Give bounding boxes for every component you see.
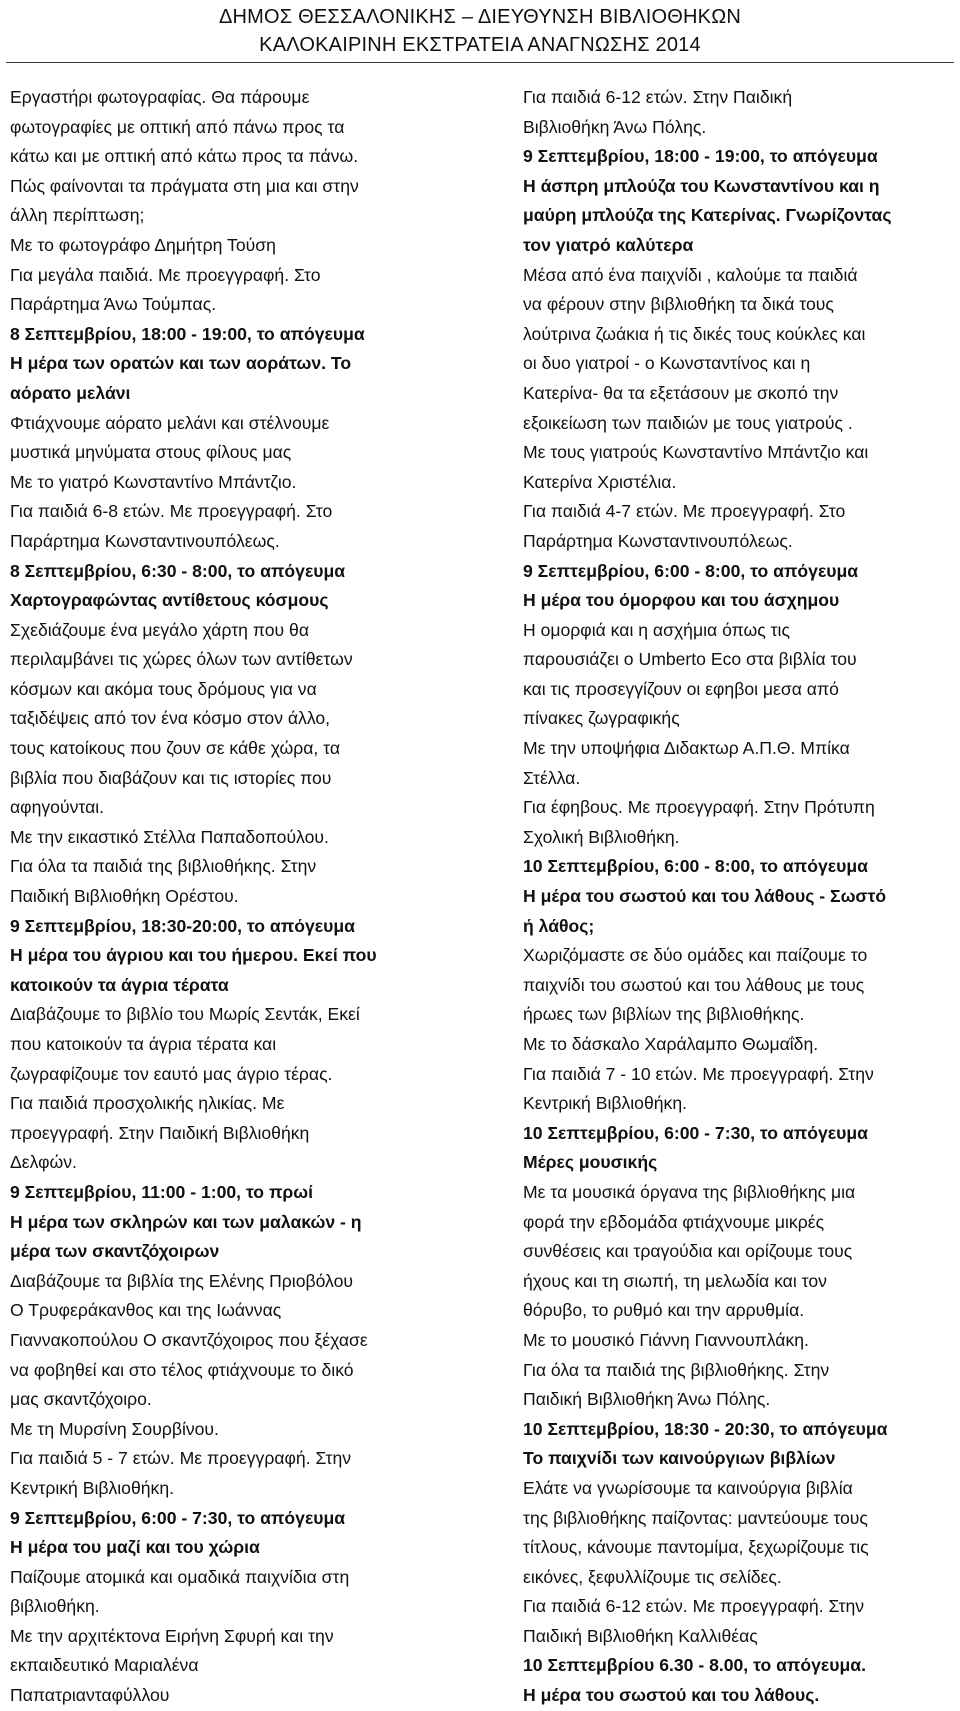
- text-line: τίτλους, κάνουμε παντομίμα, ξεχωρίζουμε τις: [523, 1537, 869, 1558]
- event-heading-line: 9 Σεπτεμβρίου, 6:00 - 7:30, το απόγευμα: [10, 1507, 346, 1528]
- text-line: και τις προσεγγίζουν οι εφηβοι μεσα από: [523, 678, 839, 699]
- text-line: Για παιδιά 6-12 ετών. Με προεγγραφή. Στην: [523, 1596, 865, 1617]
- text-line: ταξιδέψεις από τον ένα κόσμο στον άλλο,: [10, 708, 331, 729]
- text-line: κόσμων και ακόμα τους δρόμους για να: [10, 678, 317, 699]
- text-line: βιβλιοθήκη.: [10, 1596, 100, 1617]
- event-heading-line: Η μέρα του σωστού και του λάθους.: [523, 1685, 820, 1706]
- text-line: Γιαννακοπούλου Ο σκαντζόχοιρος που ξέχασε: [10, 1329, 368, 1350]
- text-line: Ελάτε να γνωρίσουμε τα καινούργια βιβλία: [523, 1477, 853, 1498]
- text-line: Παιδική Βιβλιοθήκη Άνω Πόλης.: [523, 1389, 771, 1410]
- text-line: βιβλία που διαβάζουν και τις ιστορίες που: [10, 767, 332, 788]
- text-line: περιλαμβάνει τις χώρες όλων των αντίθετων: [10, 649, 353, 670]
- event-heading-line: 10 Σεπτεμβρίου 6.30 - 8.00, το απόγευμα.: [523, 1655, 866, 1676]
- text-line: Για παιδιά προσχολικής ηλικίας. Με: [10, 1093, 285, 1114]
- text-line: Με το φωτογράφο Δημήτρη Τούση: [10, 234, 276, 255]
- text-line: Με το γιατρό Κωνσταντίνο Μπάντζιο.: [10, 471, 297, 492]
- text-line: Μέσα από ένα παιχνίδι , καλούμε τα παιδιά: [523, 264, 858, 285]
- event-heading-line: 8 Σεπτεμβρίου, 18:00 - 19:00, το απόγευμα: [10, 323, 365, 344]
- event-heading-line: Μέρες μουσικής: [523, 1152, 658, 1173]
- text-line: ήρωες των βιβλίων της βιβλιοθήκης.: [523, 1004, 805, 1025]
- text-line: Με το μουσικό Γιάννη Γιαννουπλάκη.: [523, 1329, 809, 1350]
- document-header: [0, 0, 960, 59]
- text-line: Για παιδιά 7 - 10 ετών. Με προεγγραφή. Στην: [523, 1063, 874, 1084]
- text-line: Παράρτημα Κωνσταντινουπόλεως.: [523, 530, 793, 551]
- text-line: πίνακες ζωγραφικής: [523, 708, 680, 729]
- text-line: εικόνες, ξεφυλλίζουμε τις σελίδες.: [523, 1566, 782, 1587]
- event-heading-line: μαύρη μπλούζα της Κατερίνας. Γνωρίζοντας: [523, 205, 892, 226]
- text-line: Για όλα τα παιδιά της βιβλιοθήκης. Στην: [523, 1359, 830, 1380]
- event-heading-line: Η άσπρη μπλούζα του Κωνσταντίνου και η: [523, 175, 880, 196]
- text-line: Σχεδιάζουμε ένα μεγάλο χάρτη που θα: [10, 619, 309, 640]
- text-line: αφηγούνται.: [10, 797, 105, 818]
- text-line: Με την αρχιτέκτονα Ειρήνη Σφυρή και την: [10, 1625, 334, 1646]
- text-line: Για παιδιά 5 - 7 ετών. Με προεγγραφή. Στην: [10, 1448, 352, 1469]
- text-line: Πώς φαίνονται τα πράγματα στη μια και στην: [10, 175, 359, 196]
- text-line: θόρυβο, το ρυθμό και την αρρυθμία.: [523, 1300, 805, 1321]
- text-line: Διαβάζουμε το βιβλίο του Μωρίς Σεντάκ, Εκεί: [10, 1004, 360, 1025]
- text-line: συνθέσεις και τραγούδια και ορίζουμε τους: [523, 1241, 853, 1262]
- event-heading-line: αόρατο μελάνι: [10, 382, 131, 403]
- text-line: που κατοικούν τα άγρια τέρατα και: [10, 1034, 277, 1054]
- text-line: Με τα μουσικά όργανα της βιβλιοθήκης μια: [523, 1181, 856, 1202]
- event-heading-line: Η μέρα των ορατών και των αοράτων. Το: [10, 353, 352, 374]
- text-line: Με τη Μυρσίνη Σουρβίνου.: [10, 1418, 219, 1439]
- event-heading-line: Η μέρα του μαζί και του χώρια: [10, 1537, 260, 1558]
- text-line: τους κατοίκους που ζουν σε κάθε χώρα, τα: [10, 738, 341, 759]
- text-line: Για παιδιά 6-12 ετών. Στην Παιδική: [523, 87, 793, 107]
- text-line: της βιβλιοθήκης παίζοντας: μαντεύουμε τους: [523, 1507, 868, 1528]
- event-heading-line: ή λάθος;: [523, 915, 595, 936]
- header-subtitle: ΚΑΛΟΚΑΙΡΙΝΗ ΕΚΣΤΡΑΤΕΙΑ ΑΝΑΓΝΩΣΗΣ 2014: [259, 34, 701, 56]
- text-line: εξοικείωση των παιδιών με τους γιατρούς .: [523, 412, 853, 433]
- event-heading-line: 9 Σεπτεμβρίου, 18:00 - 19:00, το απόγευμα: [523, 146, 878, 167]
- text-line: Σχολική Βιβλιοθήκη.: [523, 826, 680, 847]
- text-line: οι δυο γιατροί - ο Κωνσταντίνος και η: [523, 353, 811, 374]
- event-heading-line: Η μέρα του άγριου και του ήμερου. Εκεί που: [10, 945, 377, 966]
- text-line: Για έφηβους. Με προεγγραφή. Στην Πρότυπη: [523, 797, 875, 818]
- text-line: λούτρινα ζωάκια ή τις δικές τους κούκλες και: [523, 323, 866, 344]
- text-line: Με το δάσκαλο Χαράλαμπο Θωμαΐδη.: [523, 1034, 819, 1054]
- text-line: Με την υποψήφια Διδακτωρ Α.Π.Θ. Μπίκα: [523, 738, 850, 759]
- text-line: Με την εικαστικό Στέλλα Παπαδοπούλου.: [10, 826, 329, 847]
- event-heading-line: 9 Σεπτεμβρίου, 18:30-20:00, το απόγευμα: [10, 915, 355, 936]
- event-heading-line: τον γιατρό καλύτερα: [523, 234, 694, 255]
- text-line: Ο Τρυφεράκανθος και της Ιωάννας: [10, 1300, 282, 1321]
- right-column: [523, 83, 953, 1711]
- text-line: Παράρτημα Κωνσταντινουπόλεως.: [10, 530, 280, 551]
- event-heading-line: 8 Σεπτεμβρίου, 6:30 - 8:00, το απόγευμα: [10, 560, 346, 581]
- text-line: ήχους και τη σιωπή, τη μελωδία και τον: [523, 1270, 827, 1291]
- event-heading-line: Η μέρα του σωστού και του λάθους - Σωστό: [523, 886, 887, 907]
- text-line: φορά την εβδομάδα φτιάχνουμε μικρές: [523, 1211, 825, 1232]
- text-line: εκπαιδευτικό Μαριαλένα: [10, 1655, 199, 1676]
- text-line: άλλη περίπτωση;: [10, 205, 145, 226]
- event-heading-line: 10 Σεπτεμβρίου, 18:30 - 20:30, το απόγευμα: [523, 1418, 888, 1439]
- text-line: παρουσιάζει ο Umberto Eco στα βιβλία του: [523, 649, 857, 670]
- text-line: Παιδική Βιβλιοθήκη Ορέστου.: [10, 886, 239, 907]
- text-line: προεγγραφή. Στην Παιδική Βιβλιοθήκη: [10, 1122, 310, 1143]
- text-line: Εργαστήρι φωτογραφίας. Θα πάρουμε: [10, 87, 310, 107]
- event-heading-line: Η μέρα του όμορφου και του άσχημου: [523, 590, 840, 611]
- text-line: Χωριζόμαστε σε δύο ομάδες και παίζουμε το: [523, 945, 868, 966]
- text-line: Κατερίνα Χριστέλια.: [523, 471, 677, 492]
- header-divider: [6, 62, 954, 63]
- text-line: Κεντρική Βιβλιοθήκη.: [523, 1093, 688, 1114]
- text-line: Για παιδιά 6-8 ετών. Με προεγγραφή. Στο: [10, 501, 333, 522]
- text-line: Για παιδιά 4-7 ετών. Με προεγγραφή. Στο: [523, 501, 846, 522]
- text-line: Παπατριανταφύλλου: [10, 1685, 170, 1706]
- text-line: Φτιάχνουμε αόρατο μελάνι και στέλνουμε: [10, 412, 330, 433]
- event-heading-line: 10 Σεπτεμβρίου, 6:00 - 8:00, το απόγευμα: [523, 856, 868, 877]
- text-line: παιχνίδι του σωστού και του λάθους με τους: [523, 974, 865, 995]
- text-line: Για μεγάλα παιδιά. Με προεγγραφή. Στο: [10, 264, 321, 285]
- event-heading-line: Χαρτογραφώντας αντίθετους κόσμους: [10, 590, 329, 611]
- event-heading-line: 9 Σεπτεμβρίου, 11:00 - 1:00, το πρωί: [10, 1181, 314, 1202]
- event-heading-line: 9 Σεπτεμβρίου, 6:00 - 8:00, το απόγευμα: [523, 560, 859, 581]
- text-line: Βιβλιοθήκη Άνω Πόλης.: [523, 116, 707, 137]
- text-line: Κατερίνα- θα τα εξετάσουν με σκοπό την: [523, 382, 839, 403]
- text-line: μας σκαντζόχοιρο.: [10, 1389, 152, 1410]
- text-line: Η ομορφιά και η ασχήμια όπως τις: [523, 619, 790, 640]
- event-heading-line: Το παιχνίδι των καινούργιων βιβλίων: [523, 1448, 836, 1469]
- text-line: Διαβάζουμε τα βιβλία της Ελένης Πριοβόλου: [10, 1270, 353, 1291]
- text-line: Με τους γιατρούς Κωνσταντίνο Μπάντζιο και: [523, 442, 869, 463]
- text-line: μυστικά μηνύματα στους φίλους μας: [10, 442, 292, 463]
- left-column: [10, 83, 440, 1711]
- text-line: Παράρτημα Άνω Τούμπας.: [10, 294, 217, 315]
- text-line: να φοβηθεί και στο τέλος φτιάχνουμε το δικό: [10, 1359, 354, 1380]
- text-line: Για όλα τα παιδιά της βιβλιοθήκης. Στην: [10, 856, 317, 877]
- text-line: κάτω και με οπτική από κάτω προς τα πάνω.: [10, 146, 359, 167]
- text-line: Παίζουμε ατομικά και ομαδικά παιχνίδια στη: [10, 1566, 350, 1587]
- event-heading-line: 10 Σεπτεμβρίου, 6:00 - 7:30, το απόγευμα: [523, 1122, 868, 1143]
- text-line: να φέρουν στην βιβλιοθήκη τα δικά τους: [523, 294, 834, 315]
- text-line: Κεντρική Βιβλιοθήκη.: [10, 1477, 175, 1498]
- text-line: ζωγραφίζουμε τον εαυτό μας άγριο τέρας.: [10, 1063, 333, 1084]
- event-heading-line: μέρα των σκαντζόχοιρων: [10, 1241, 220, 1262]
- text-line: Παιδική Βιβλιοθήκη Καλλιθέας: [523, 1625, 758, 1646]
- text-line: Στέλλα.: [523, 767, 581, 788]
- header-title: ΔΗΜΟΣ ΘΕΣΣΑΛΟΝΙΚΗΣ – ΔΙΕΥΘΥΝΣΗ ΒΙΒΛΙΟΘΗΚΩΝ: [218, 6, 742, 28]
- event-heading-line: κατοικούν τα άγρια τέρατα: [10, 974, 229, 995]
- text-line: Δελφών.: [10, 1152, 77, 1173]
- text-line: φωτογραφίες με οπτική από πάνω προς τα: [10, 116, 345, 137]
- event-heading-line: Η μέρα των σκληρών και των μαλακών - η: [10, 1211, 362, 1232]
